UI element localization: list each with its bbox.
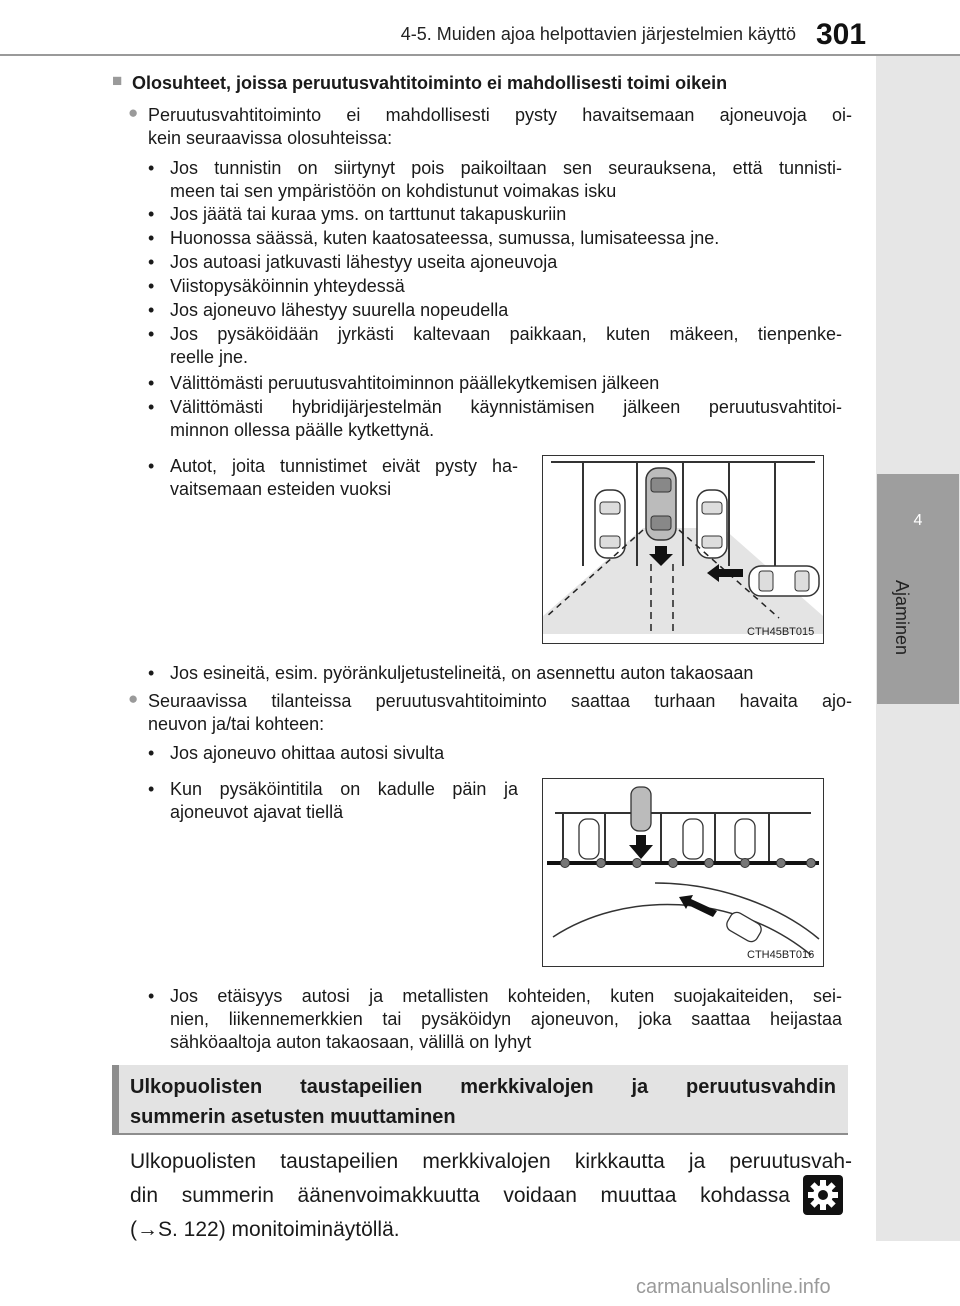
section-title (130, 1072, 836, 1132)
bullet-5: Viistopysäköinnin yhteydessä (170, 276, 405, 296)
bullet-dot: • (148, 324, 155, 344)
para1-line2: kein seuraavissa olosuhteissa: (148, 128, 393, 148)
bullet-dot: • (148, 986, 155, 1006)
side-tab-label: Ajaminen (892, 580, 912, 656)
side-tab-number: 4 (913, 512, 923, 529)
side-tab (877, 474, 959, 704)
body-line1: Ulkopuolisten taustapeilien merkkivalojen kirkkautta ja peruutusvah- (130, 1150, 852, 1173)
bullet-dot: • (148, 228, 155, 248)
bullet-6: Jos ajoneuvo lähestyy suurella nopeudella (170, 300, 509, 320)
square-bullet-icon: ■ (112, 71, 123, 90)
figure-parking-sensors-blocked (542, 455, 824, 644)
body-line2: din summerin äänenvoimakkuutta voidaan muuttaa kohdassa (130, 1184, 790, 1207)
bullet-10-line2: vaitsemaan esteiden vuoksi (170, 479, 392, 499)
page-number: 301 (816, 18, 867, 51)
bullet-1-line1: Jos tunnistin on siirtynyt pois paikoiltaan sen seurauksena, että tunnisti- (170, 158, 842, 178)
bullet-dot: • (148, 300, 155, 320)
header-rule (0, 54, 960, 56)
section-title-line1: Ulkopuolisten taustapeilien merkkivalojen ja peruutusvahdin (130, 1076, 836, 1098)
figure-1-code: CTH45BT015 (747, 626, 815, 638)
bullet-7-line1: Jos pysäköidään jyrkästi kaltevaan paikkaan, kuten mäkeen, tienpenke- (170, 324, 842, 344)
subsection-heading: Olosuhteet, joissa peruutusvahtitoiminto ei mahdollisesti toimi oikein (132, 73, 728, 93)
bullet2-3-line1: Jos etäisyys autosi ja metallisten kohteiden, kuten suojakaiteiden, sei- (170, 986, 842, 1006)
section-heading-bar (112, 1065, 119, 1133)
bullet-dot: • (148, 743, 155, 763)
bullet-dot: • (148, 276, 155, 296)
section-underline (112, 1133, 848, 1135)
section-title-line2: summerin asetusten muuttaminen (130, 1106, 456, 1128)
bullet2-2-line2: ajoneuvot ajavat tiellä (170, 802, 344, 822)
bullet-dot: • (148, 373, 155, 393)
bullet-dot: • (148, 456, 155, 476)
bullet-dot: • (148, 779, 155, 799)
bullet-9-line1: Välittömästi hybridijärjestelmän käynnistämisen jälkeen peruutusvahtitoi- (170, 397, 842, 417)
para2-line1: Seuraavissa tilanteissa peruutusvahtitoiminto saattaa turhaan havaita ajo- (148, 691, 852, 711)
para1-line1: Peruutusvahtitoiminto ei mahdollisesti pysty havaitsemaan ajoneuvoja oi- (148, 105, 852, 125)
figure-street-parking (542, 778, 824, 967)
figure-1-illustration (543, 456, 823, 643)
bullet-8: Välittömästi peruutusvahtitoiminnon päällekytkemisen jälkeen (170, 373, 660, 393)
bullet-dot: • (148, 204, 155, 224)
bullet-4: Jos autoasi jatkuvasti lähestyy useita ajoneuvoja (170, 252, 558, 272)
gear-icon (803, 1175, 843, 1215)
bullet-9-line2: minnon ollessa päälle kytkettynä. (170, 420, 435, 440)
body-line3: (→S. 122) monitoiminäytöllä. (130, 1218, 400, 1241)
bullet2-3-line2: nien, liikennemerkkien tai pysäköidyn ajoneuvon, joka saattaa heijastaa (170, 1009, 842, 1029)
figure-2-code: CTH45BT016 (747, 949, 815, 961)
bullet2-2-line1: Kun pysäköintitila on kadulle päin ja (170, 779, 518, 799)
bullet-10-line1: Autot, joita tunnistimet eivät pysty ha- (170, 456, 518, 476)
bullet-11: Jos esineitä, esim. pyöränkuljetustelineitä, on asennettu auton takaosaan (170, 663, 754, 683)
bullet-dot: • (148, 158, 155, 178)
circle-bullet-icon: ● (128, 689, 139, 708)
header-section-title: 4-5. Muiden ajoa helpottavien järjestelmien käyttö (400, 24, 796, 44)
bullet2-3-line3: sähköaaltoja auton takaosaan, välillä on lyhyt (170, 1032, 532, 1052)
bullet-7-line2: reelle jne. (170, 347, 249, 367)
para2-line2: neuvon ja/tai kohteen: (148, 714, 325, 734)
bullet2-1: Jos ajoneuvo ohittaa autosi sivulta (170, 743, 445, 763)
bullet-dot: • (148, 663, 155, 683)
watermark: carmanualsonline.info (636, 1276, 831, 1298)
bullet-2: Jos jäätä tai kuraa yms. on tarttunut takapuskuriin (170, 204, 567, 224)
bullet-dot: • (148, 252, 155, 272)
bullet-1-line2: meen tai sen ympäristöön on kohdistunut voimakas isku (170, 181, 617, 201)
circle-bullet-icon: ● (128, 103, 139, 122)
bullet-3: Huonossa säässä, kuten kaatosateessa, sumussa, lumisateessa jne. (170, 228, 720, 248)
figure-2-illustration (543, 779, 823, 966)
bullet-dot: • (148, 397, 155, 417)
